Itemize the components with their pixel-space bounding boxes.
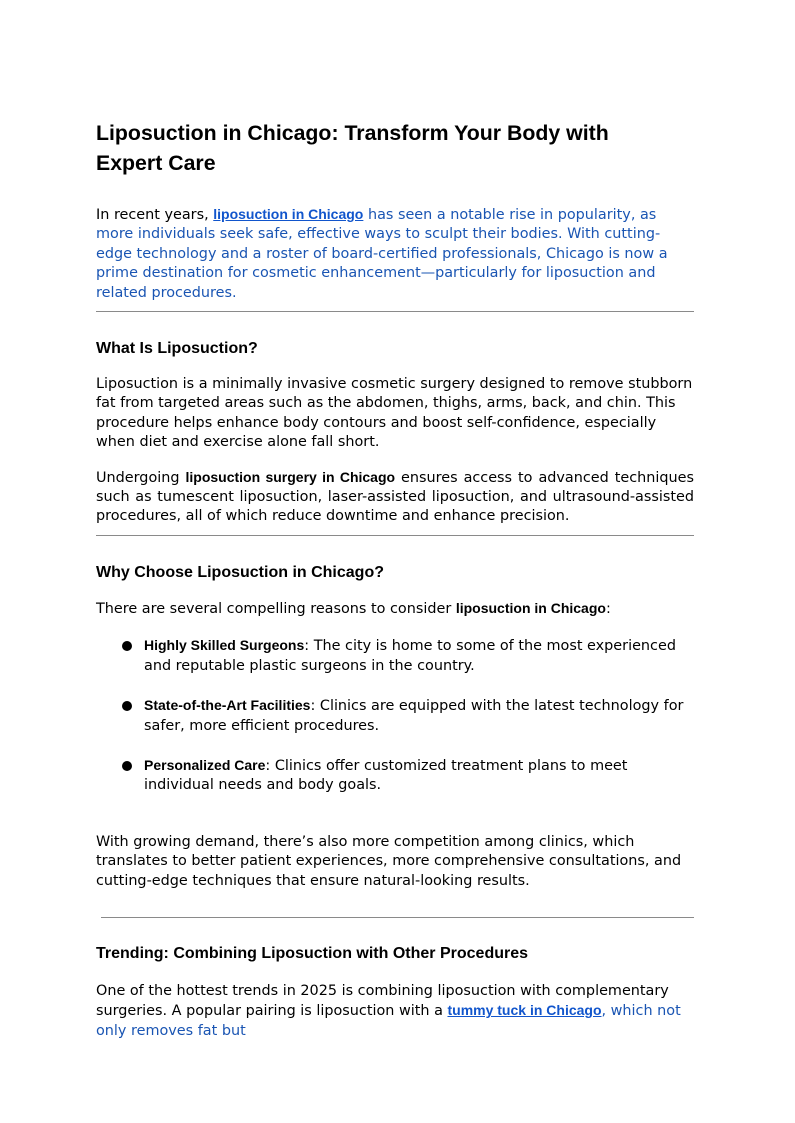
list-item-title: Highly Skilled Surgeons: [144, 637, 305, 654]
closing-paragraph: With growing demand, there’s also more competition among clinics, which translates to better patient experiences, more comprehensive consultations, and cutting-edge techniques that ensure natural-looking results.: [96, 833, 682, 889]
trending-paragraph: [96, 982, 694, 1041]
undergoing-rest: ensures access to advanced techniques such as tumescent liposuction, laser-assisted liposuction, and ultrasound-assisted procedures, all of which reduce downtime and enhance precision.: [96, 469, 695, 525]
section-heading-why-choose: Why Choose Liposuction in Chicago?: [96, 563, 384, 581]
list-item: [96, 636, 694, 676]
tummy-tuck-chicago-link[interactable]: tummy tuck in Chicago: [447, 1002, 602, 1019]
bullet-icon: [122, 641, 132, 651]
why-intro-bold: liposuction in Chicago: [455, 599, 606, 616]
list-item-text: : Clinics offer customized treatment plans to meet individual needs and body goals.: [144, 757, 628, 794]
liposuction-surgery-chicago-bold: liposuction surgery in Chicago: [185, 468, 396, 485]
section-divider: [96, 311, 694, 312]
document-page: [96, 118, 694, 1041]
bullet-icon: [122, 761, 132, 771]
section-divider: [96, 535, 694, 536]
list-item-text: : The city is home to some of the most experienced and reputable plastic surgeons in the country.: [144, 638, 676, 674]
section-divider: [101, 917, 694, 918]
list-item-title: Personalized Care: [144, 756, 266, 773]
why-intro-lead: There are several compelling reasons to consider: [96, 600, 456, 617]
list-item-text: : Clinics are equipped with the latest technology for safer, more efficient procedures.: [144, 698, 684, 734]
section-heading-what-is-liposuction: What Is Liposuction?: [96, 340, 258, 358]
bullet-icon: [122, 701, 132, 711]
intro-paragraph: [96, 205, 694, 303]
page-title: Liposuction in Chicago: Transform Your Body with Expert Care: [96, 121, 609, 175]
undergoing-paragraph: [96, 468, 694, 527]
trending-lead: One of the hottest trends in 2025 is combining liposuction with complementary surgeries. A popular pairing is liposuction with a: [96, 982, 669, 1020]
trending-rest: , which not only removes fat but: [96, 1003, 681, 1039]
list-item-title: State-of-the-Art Facilities: [144, 697, 311, 714]
reasons-list: [96, 636, 694, 795]
intro-rest: has seen a notable rise in popularity, as more individuals seek safe, effective ways to sculpt their bodies. With cutting-edge technology and a roster of board-certified professionals, Chicago is now a prime destination for cosmetic enhancement—particularly for liposuction and related procedures.: [96, 207, 668, 301]
list-item: [96, 756, 694, 796]
why-choose-intro: [96, 599, 694, 619]
section-heading-trending: Trending: Combining Liposuction with Other Procedures: [96, 944, 529, 962]
what-is-paragraph: Liposuction is a minimally invasive cosmetic surgery designed to remove stubborn fat from targeted areas such as the abdomen, thighs, arms, back, and chin. This procedure helps enhance body contours and boost self-confidence, especially when diet and exercise alone fall short.: [96, 376, 693, 451]
why-intro-end: :: [605, 600, 611, 617]
undergoing-lead: Undergoing: [96, 469, 186, 486]
intro-lead: In recent years,: [96, 207, 214, 223]
list-item: [96, 696, 694, 736]
liposuction-chicago-link[interactable]: liposuction in Chicago: [213, 206, 364, 222]
